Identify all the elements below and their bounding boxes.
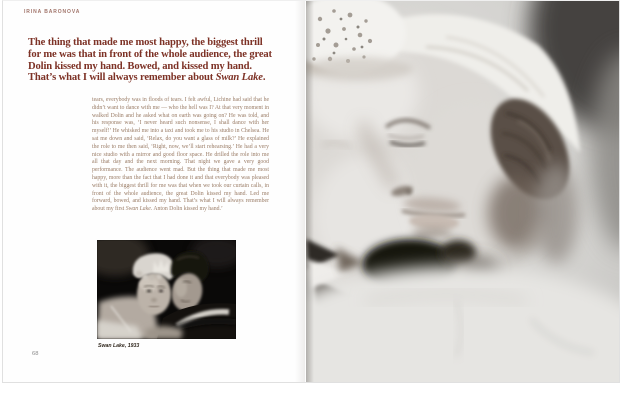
spread <box>2 0 620 383</box>
pull-quote-line: Dolin kissed my hand. Bowed, and kissed my hand. <box>28 60 252 72</box>
swan-lake-1933-photo <box>97 240 236 339</box>
photo-caption: Swan Lake, 1933 <box>98 343 140 349</box>
left-page <box>3 1 305 382</box>
quote-italic-title: Swan Lake <box>215 72 263 84</box>
pull-quote-line: The thing that made me most happy, the biggest thrill <box>28 37 263 48</box>
baronova-portrait-photo <box>306 1 619 382</box>
running-head: IRINA BARONOVA <box>24 9 81 15</box>
pull-quote-line: That’s what I will always remember about Swan Lake. <box>28 72 266 84</box>
pull-quote <box>28 37 272 84</box>
pull-quote-line: for me was that in front of the whole audience, the great <box>28 48 272 60</box>
page-number: 68 <box>32 351 39 357</box>
gutter-shadow <box>306 1 314 382</box>
gutter-shadow <box>295 1 305 382</box>
memoir-paragraph: tears, everybody was in floods of tears. I felt awful, Lichine had said that he didn’t want to dance with me — who the hell was I? At that very moment in walked Dolin and he asked what on earth was going on? He was told, and his response was, ‘I never heard such nonsense, I shall dance with her myself!’ He whisked me into a taxi and took me to his studio in Chelsea. He sat me down and said, ‘Relax, do you want a glass of milk?’ He explained the role to me then said, ‘Right, now, we’ll start rehearsing.’ He had a very nice studio with a mirror and good floor space. He drilled the role into me all that day and the next morning. That night we gave a very good performance. The audience went mad. But the thing that made me most happy, more than the fact that I had done it and that everybody was pleased with it, the biggest thrill for me was that when we took our curtain calls, in front of the whole audience, the great Dolin kissed my hand. Led me forward, bowed, and kissed my hand. That’s what I will always remember about my first Swan Lake. Anton Dolin kissed my hand.’ <box>92 97 269 213</box>
body-italic-title: Swan Lake <box>125 206 151 213</box>
right-page <box>306 1 619 382</box>
